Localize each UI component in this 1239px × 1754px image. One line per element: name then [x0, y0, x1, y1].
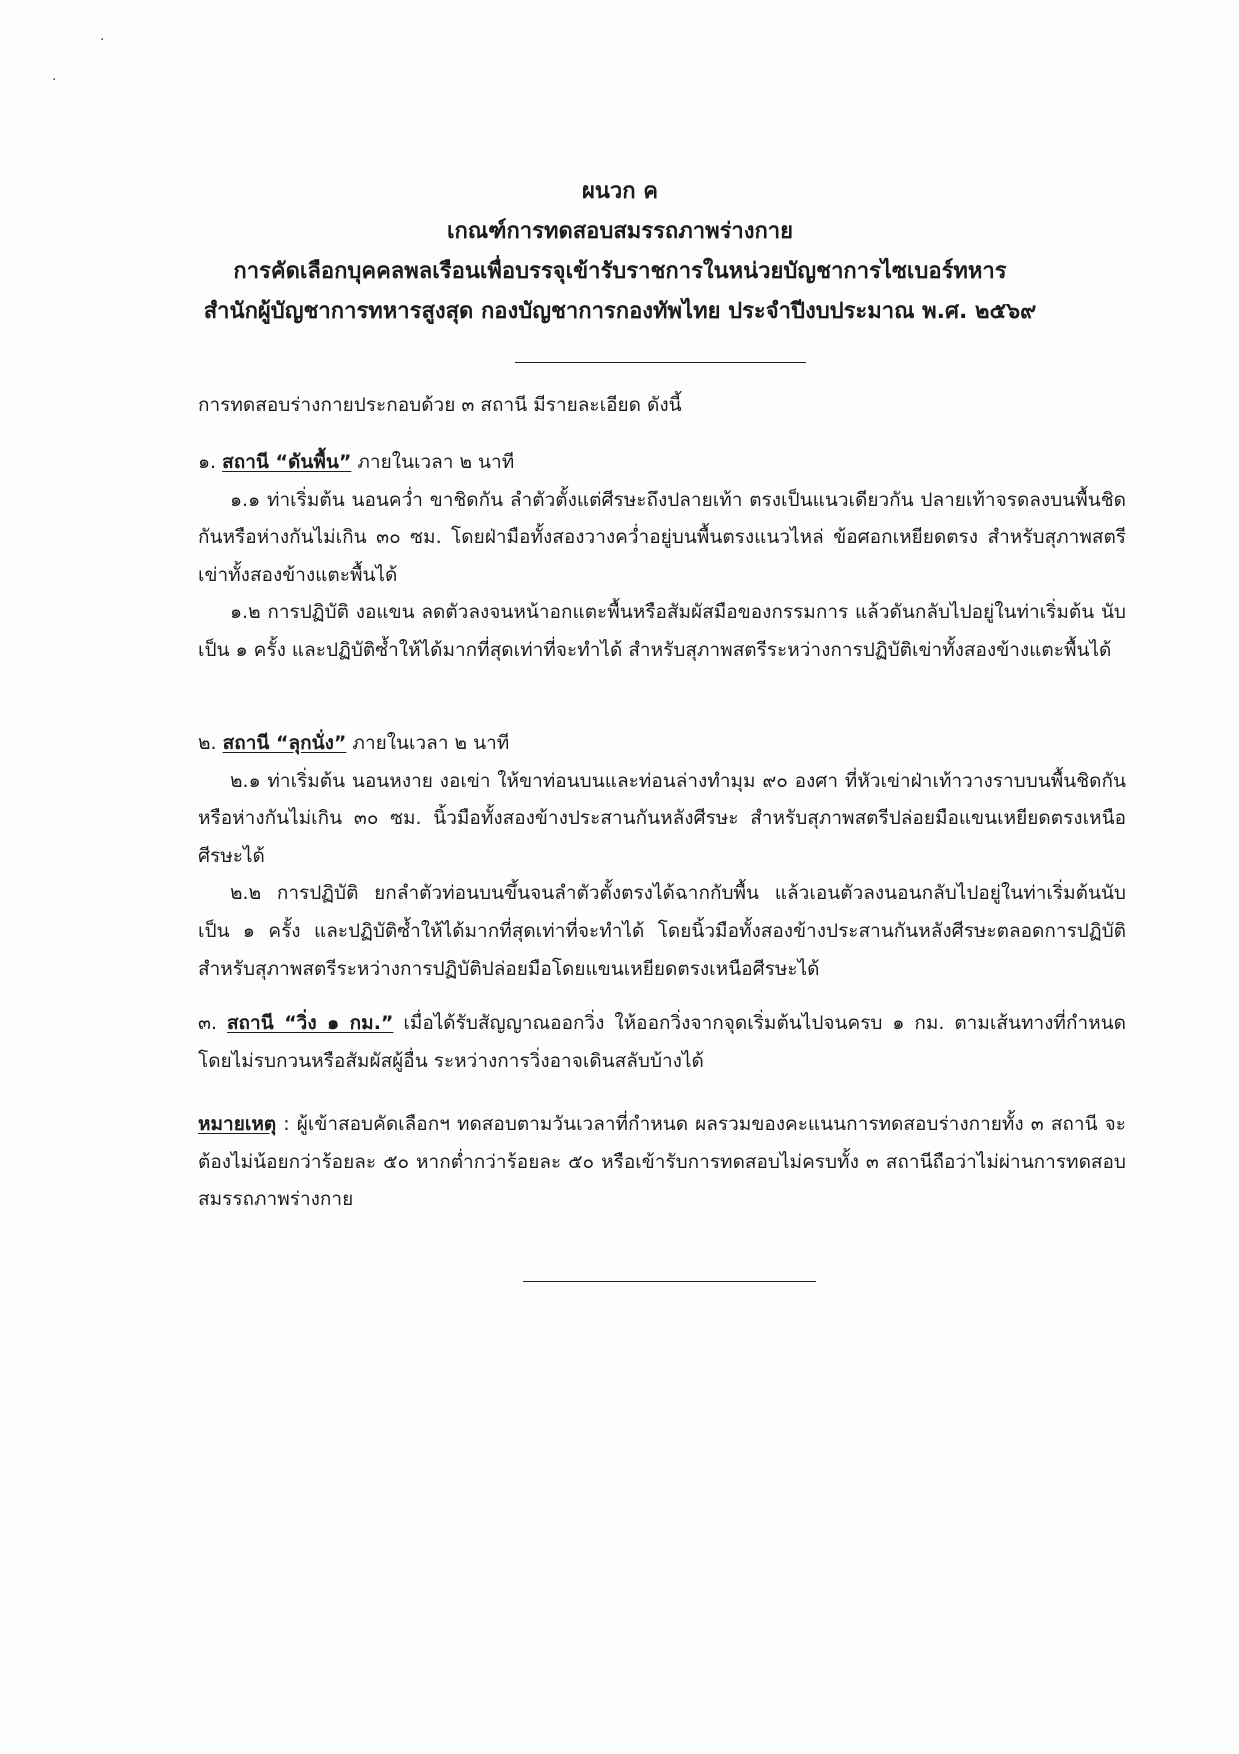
scan-speck: · — [100, 32, 105, 48]
station-3-name: สถานี “วิ่ง ๑ กม.” — [226, 1012, 394, 1034]
station-1-time: ภายในเวลา ๒ นาที — [351, 451, 515, 473]
station-3-section — [198, 1005, 1126, 1080]
station-2-section — [198, 725, 1126, 988]
station-1-number: ๑. — [198, 451, 217, 473]
intro-text-block — [198, 387, 1126, 425]
organization-title: สำนักผู้บัญชาการทหารสูงสุด กองบัญชาการกองทัพไทย ประจำปีงบประมาณ พ.ศ. ๒๕๖๙ — [203, 299, 1037, 324]
note-section — [198, 1106, 1126, 1219]
intro-text: การทดสอบร่างกายประกอบด้วย ๓ สถานี มีรายละเอียด ดังนี้ — [198, 394, 682, 416]
station-3-text: เมื่อได้รับสัญญาณออกวิ่ง ให้ออกวิ่งจากจุดเริ่มต้นไปจนครบ ๑ กม. ตามเส้นทางที่กำหนด โดยไม่รบกวนหรือสัมผัสผู้อื่น ระหว่างการวิ่งอาจเดินสลับบ้างได้ — [198, 1012, 1126, 1072]
criteria-title: เกณฑ์การทดสอบสมรรถภาพร่างกาย — [446, 219, 794, 244]
station-3-paragraph — [198, 1005, 1126, 1080]
header-divider — [515, 362, 806, 363]
station-2-heading — [198, 725, 1126, 763]
station-1-procedure: ๑.๒ การปฏิบัติ งอแขน ลดตัวลงจนหน้าอกแตะพื้นหรือสัมผัสมือของกรรมการ แล้วดันกลับไปอยู่ในท่าเริ่มต้น นับเป็น ๑ ครั้ง และปฏิบัติซ้ำให้ได้มากที่สุดเท่าที่จะทำได้ สำหรับสุภาพสตรีระหว่างการปฏิบัติเข่าทั้งสองข้างแตะพื้นได้ — [198, 601, 1126, 661]
document-header — [150, 172, 1090, 332]
station-2-number: ๒. — [198, 732, 217, 754]
recruitment-title: การคัดเลือกบุคคลพลเรือนเพื่อบรรจุเข้ารับราชการในหน่วยบัญชาการไซเบอร์ทหาร — [233, 259, 1007, 284]
station-1-start-position: ๑.๑ ท่าเริ่มต้น นอนคว่ำ ขาชิดกัน ลำตัวตั้งแต่ศีรษะถึงปลายเท้า ตรงเป็นแนวเดียวกัน ปลายเท้าจรดลงบนพื้นชิดกันหรือห่างกันไม่เกิน ๓๐ ซม. โดยฝ่ามือทั้งสองวางคว่ำอยู่บนพื้นตรงแนวไหล่ ข้อศอกเหยียดตรง สำหรับสุภาพสตรีเข่าทั้งสองข้างแตะพื้นได้ — [198, 488, 1126, 586]
station-2-time: ภายในเวลา ๒ นาที — [346, 732, 510, 754]
annex-title: ผนวก ค — [582, 179, 658, 204]
station-2-procedure: ๒.๒ การปฏิบัติ ยกลำตัวท่อนบนขึ้นจนลำตัวตั้งตรงได้ฉากกับพื้น แล้วเอนตัวลงนอนกลับไปอยู่ในท่าเริ่มต้นนับเป็น ๑ ครั้ง และปฏิบัติซ้ำให้ได้มากที่สุดเท่าที่จะทำได้ โดยนิ้วมือทั้งสองข้างประสานกันหลังศีรษะตลอดการปฏิบัติ สำหรับสุภาพสตรีระหว่างการปฏิบัติปล่อยมือโดยแขนเหยียดตรงเหนือศีรษะได้ — [198, 882, 1126, 980]
station-2-start-position: ๒.๑ ท่าเริ่มต้น นอนหงาย งอเข่า ให้ขาท่อนบนและท่อนล่างทำมุม ๙๐ องศา ที่หัวเข่าฝ่าเท้าวางราบบนพื้นชิดกันหรือห่างกันไม่เกิน ๓๐ ซม. นิ้วมือทั้งสองข้างประสานกันหลังศีรษะ สำหรับสุภาพสตรีปล่อยมือแขนเหยียดตรงเหนือศีรษะได้ — [198, 769, 1126, 867]
footer-divider — [523, 1281, 816, 1282]
scan-speck: · — [52, 72, 57, 88]
station-1-heading — [198, 444, 1126, 482]
station-1-name: สถานี “ดันพื้น” — [222, 451, 352, 473]
note-text: : ผู้เข้าสอบคัดเลือกฯ ทดสอบตามวันเวลาที่กำหนด ผลรวมของคะแนนการทดสอบร่างกายทั้ง ๓ สถานี จะต้องไม่น้อยกว่าร้อยละ ๕๐ หากต่ำกว่าร้อยละ ๕๐ หรือเข้ารับการทดสอบไม่ครบทั้ง ๓ สถานีถือว่าไม่ผ่านการทดสอบสมรรถภาพร่างกาย — [198, 1113, 1126, 1211]
station-2-name: สถานี “ลุกนั่ง” — [222, 732, 347, 754]
note-paragraph — [198, 1106, 1126, 1219]
note-label: หมายเหตุ — [198, 1113, 277, 1135]
station-1-section — [198, 444, 1126, 670]
station-3-number: ๓. — [198, 1012, 218, 1034]
